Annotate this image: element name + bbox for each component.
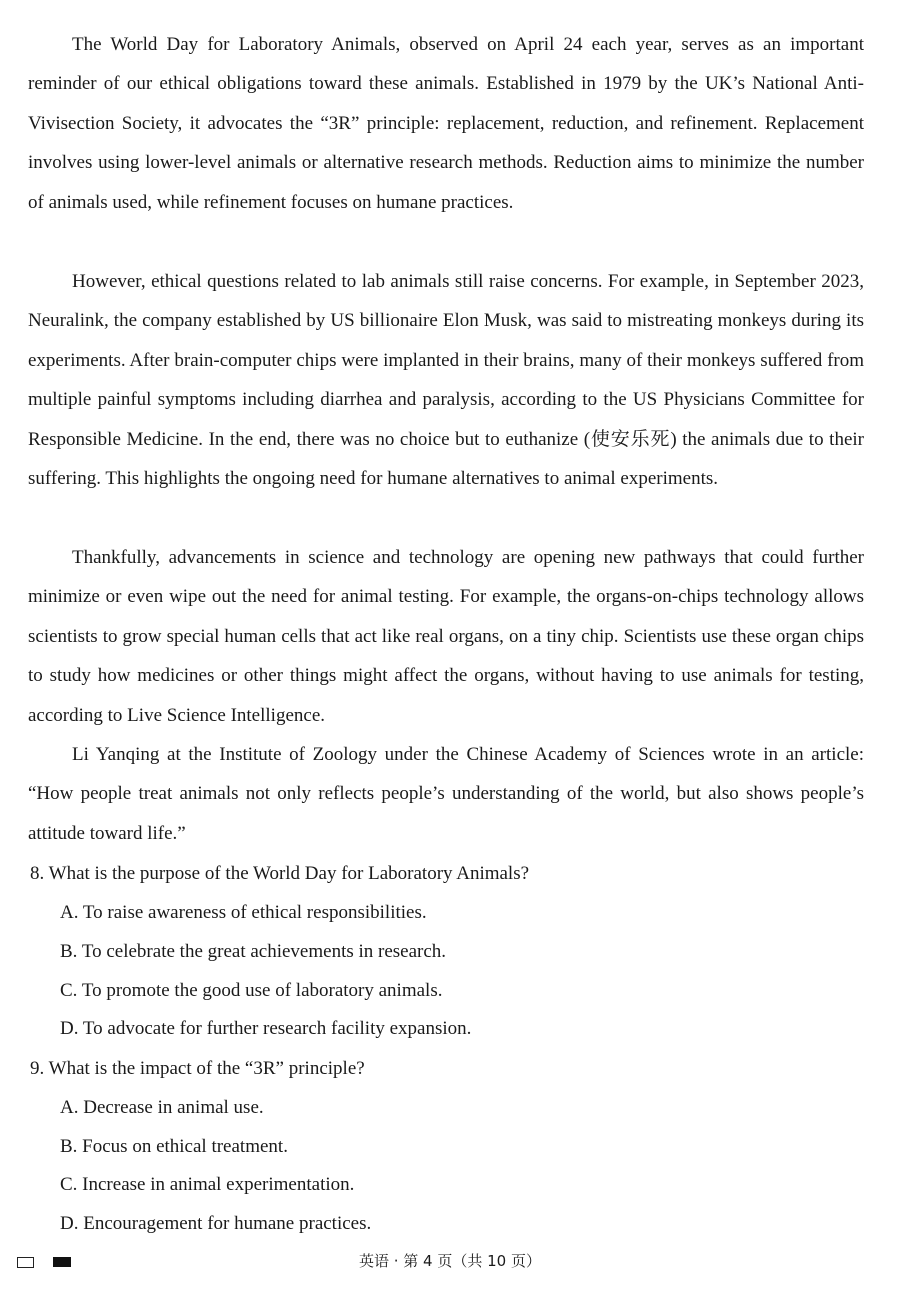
option-b: B. Focus on ethical treatment. [60, 1136, 288, 1157]
option-d: D. To advocate for further research facility expansion. [60, 1018, 472, 1039]
option-a: A. To raise awareness of ethical responsibilities. [60, 902, 427, 923]
passage-paragraph-2: However, ethical questions related to lab animals still raise concerns. For example, in September 2023, Neuralink, the company established by US billionaire Elon Musk, was said to mistreating monkeys during its experiments. After brain-computer chips were implanted in their brains, many of their monkeys suffered from multiple painful symptoms including diarrhea and paralysis, according to the US Physicians Committee for Responsible Medicine. In the end, there was no choice but to euthanize (使安乐死) the animals due to their suffering. This highlights the ongoing need for humane alternatives to animal experiments. [28, 271, 864, 490]
option-c: C. Increase in animal experimentation. [60, 1174, 355, 1195]
option-c: C. To promote the good use of laboratory animals. [60, 980, 443, 1001]
question-stem: 9. What is the impact of the “3R” principle? [30, 1058, 365, 1079]
passage-paragraph-1: The World Day for Laboratory Animals, observed on April 24 each year, serves as an important reminder of our ethical obligations toward these animals. Established in 1979 by the UK’s National Anti-Vivisection Society, it advocates the “3R” principle: replacement, reduction, and refinement. Replacement involves using lower-level animals or alternative research methods. Reduction aims to minimize the number of animals used, while refinement focuses on humane practices. [28, 34, 864, 213]
passage-paragraph-4: Li Yanqing at the Institute of Zoology under the Chinese Academy of Sciences wrote in an article: “How people treat animals not only reflects people’s understanding of the world, but also shows people’s attitude toward life.” [28, 744, 864, 844]
page-number-label: 英语 · 第 4 页（共 10 页） [358, 1252, 541, 1270]
option-b: B. To celebrate the great achievements in research. [60, 941, 447, 962]
question-stem: 8. What is the purpose of the World Day for Laboratory Animals? [30, 863, 530, 884]
option-a: A. Decrease in animal use. [60, 1097, 264, 1118]
option-d: D. Encouragement for humane practices. [60, 1213, 372, 1234]
page-footer [0, 1248, 900, 1276]
passage-paragraph-3: Thankfully, advancements in science and technology are opening new pathways that could further minimize or even wipe out the need for animal testing. For example, the organs-on-chips technology allows scientists to grow special human cells that act like real organs, on a tiny chip. Scientists use these organ chips to study how medicines or other things might affect the organs, without having to use animals for testing, according to Live Science Intelligence. [28, 547, 864, 726]
